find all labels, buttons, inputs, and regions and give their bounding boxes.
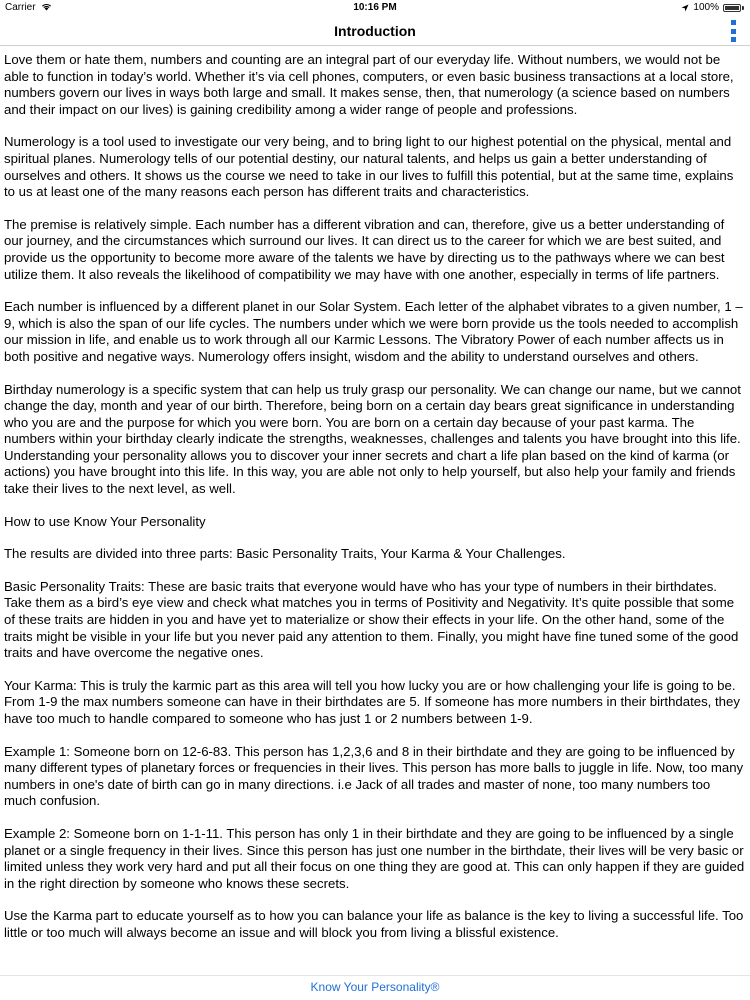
body-paragraph: How to use Know Your Personality [4,513,206,529]
page-title: Introduction [334,23,416,39]
status-bar [0,0,750,16]
battery-fill [725,6,739,10]
battery-cap [742,6,744,10]
location-arrow-icon [681,4,689,12]
battery-icon [723,4,741,12]
body-paragraph: Love them or hate them, numbers and counting are an integral part of our everyday life. Without numbers, we would not be able to function in today’s world. Whether it’s via cell phones, computers, or even basic business transactions at a local store, numbers govern our lives in ways both large and small. It makes sense, then, that numerology (a science based on numbers and their impact on our lives) is gaining credibility among a wider range of people and professions. [4,52,734,117]
battery-percent: 100% [693,2,719,13]
carrier-label: Carrier [5,2,36,13]
body-paragraph: Example 1: Someone born on 12-6-83. This person has 1,2,3,6 and 8 in their birthdate and they are going to be influenced by many different types of planetary forces or frequencies in their lives. This person has more balls to juggle in life. Now, too many numbers in one's date of birth can go in many directions. i.e Jack of all trades and master of none, too many numbers too much confusion. [4,743,744,809]
content-scroll-area[interactable] [0,47,750,975]
body-paragraph: Use the Karma part to educate yourself as to how you can balance your life as balance is the key to living a successful life. Too little or too much will always become an issue and will block you from living a blissful existence. [4,908,744,940]
body-paragraph: Each number is influenced by a different planet in our Solar System. Each letter of the alphabet vibrates to a given number, 1 – 9, which is also the span of our life cycles. The numbers under which we were born provide us the tools needed to accomplish our mission in life, and enable us to work through all our Karmic Lessons. The Vibratory Power of each number affects us in both positive and negative ways. Numerology offers insight, wisdom and the ability to understand ourselves and others. [4,299,743,364]
menu-dot [731,37,736,42]
body-paragraph: Numerology is a tool used to investigate our very being, and to bring light to our highest potential on the physical, mental and spiritual planes. Numerology tells of our potential destiny, our natural talents, and helps us gain a better understanding of ourselves and others. It shows us the course we need to take in our lives to fulfill this potential, but at the same time, explains to us at least one of the many reasons each person has different traits and characteristics. [4,134,734,200]
nav-bar [0,16,750,46]
status-right [681,0,744,16]
menu-dot [731,20,736,25]
body-paragraph: Birthday numerology is a specific system that can help us truly grasp our personality. We can change our name, but we cannot change the day, month and year of our birth. Therefore, being born on a certain day bears great significance in understanding who you are and the purpose for which you were born. You are born on a certain day because of your past karma. The numbers within your birthday clearly indicate the strengths, weaknesses, challenges and talents you have brought into this life. Understanding your personality allows you to discover your inner secrets and chart a life plan based on the kind of karma (or actions) you have brought into this life. In this way, you are able not only to help yourself, but also help your family and friends take their lives to the next level, as well. [4,381,741,497]
body-paragraph: The results are divided into three parts: Basic Personality Traits, Your Karma & Your Challenges. [4,546,566,562]
menu-dot [731,29,736,34]
vertical-ellipsis-menu-icon[interactable] [728,20,738,42]
body-paragraph: Example 2: Someone born on 1-1-11. This person has only 1 in their birthdate and they are going to be influenced by a single planet or a single frequency in their lives. Since this person has just one number in the birthdate, their lives will be very basic or limited unless they work very hard and put all their focus on one thing they are good at. This can only happen if they are guided in the right direction by someone who knows these secrets. [4,825,745,891]
status-time: 10:16 PM [353,2,397,13]
body-paragraph: The premise is relatively simple. Each number has a different vibration and can, therefore, give us a better understanding of our journey, and the circumstances which surround our lives. It can direct us to the career for which we are best suited, and provide us the opportunity to become more aware of the talents we have by directing us to the pathways where we can best utilize them. It also reveals the likelihood of compatibility we may have with one another, especially in terms of life partners. [4,216,725,282]
know-your-personality-button[interactable]: Know Your Personality® [0,975,750,1000]
body-paragraph: Your Karma: This is truly the karmic part as this area will tell you how lucky you are or how challenging your life is going to be. From 1-9 the max numbers someone can have in their birthdates are 5. If someone has more numbers in their birthdates, they have too much to handle compared to someone who has just 1 or 2 numbers between 1-9. [4,677,740,726]
content-inner [0,47,750,942]
body-paragraph: Basic Personality Traits: These are basic traits that everyone would have who has your type of numbers in their birthdates. Take them as a bird’s eye view and check what matches you in terms of Positivity and Negativity. It’s quite possible that some of these traits are hidden in you and have yet to materialize or show their effects in your life. On the other hand, some of the traits might be visible in your life but you never paid any attention to them. Finally, you might have fine tuned some of the good traits and have overcome the negative ones. [4,578,739,661]
